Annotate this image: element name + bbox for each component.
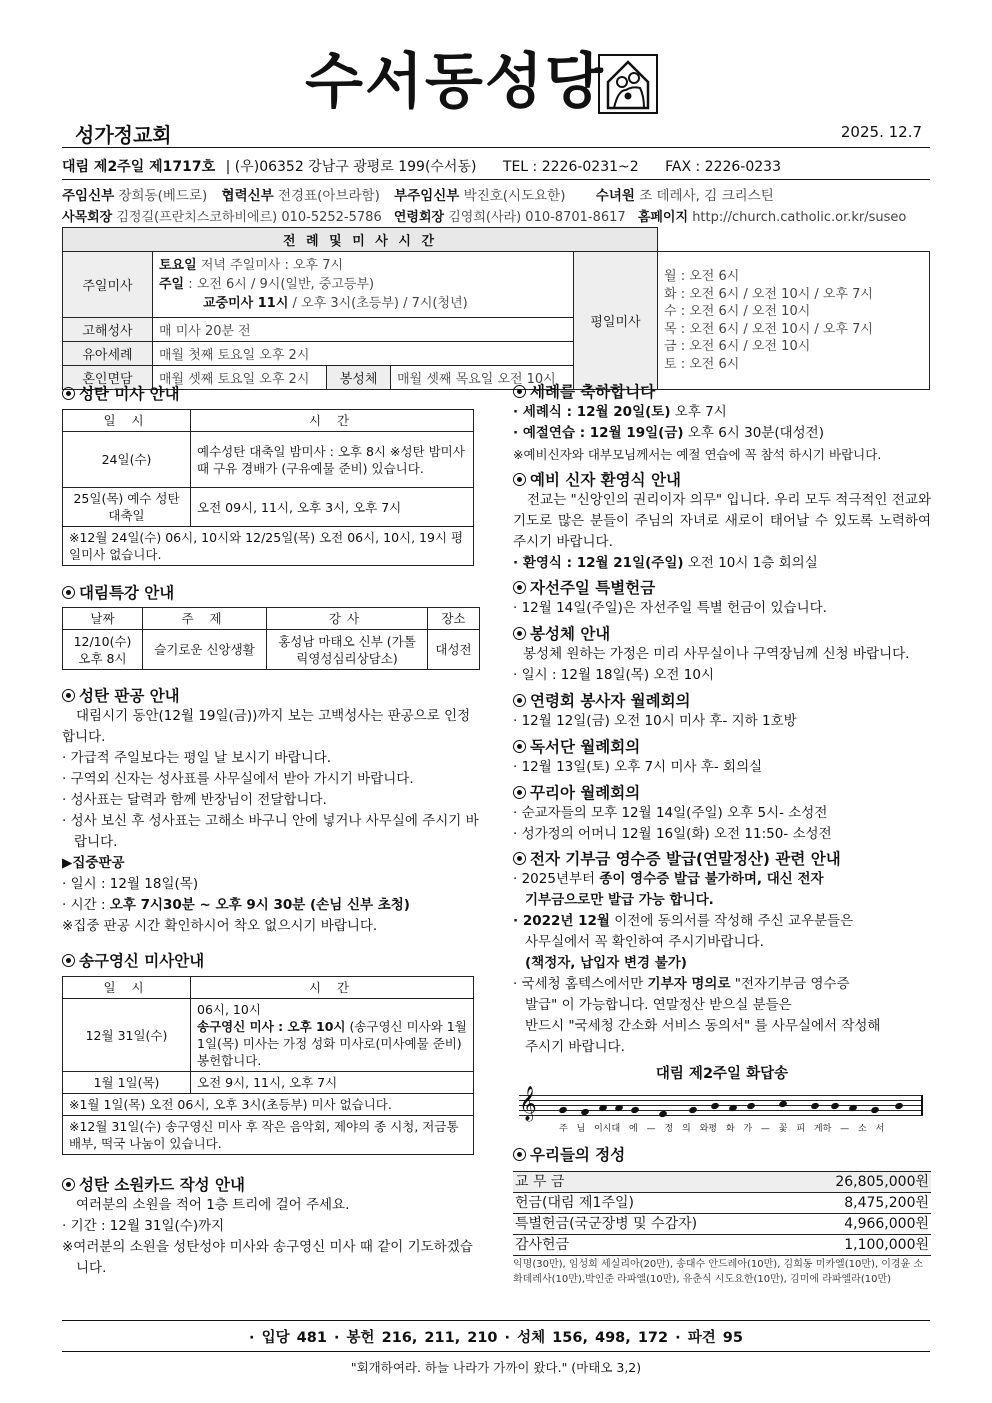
staff-name: 조 데레사, 김 크리스틴 (639, 188, 774, 204)
advent-lecture-table: 날짜 주 제 강사 장소 12/10(수) 오후 8시 슬기로운 신앙생활 홍성남 마태오 신부 (가톨릭영성심리상담소) 대성전 (62, 607, 480, 670)
weekday-mass-times: 월 : 오전 6시 화 : 오전 6시 / 오전 10시 / 오후 7시 수 : 오전 6시 / 오전 10시 목 : 오전 6시 / 오전 10시 / 오후 7시 금 : 오전 6시 / 오전 10시 토 : 오전 6시 (658, 252, 930, 390)
issue-number: 대림 제2주일 제1717호 (62, 159, 216, 175)
christmas-mass-title: 성탄 미사 안내 (62, 382, 482, 404)
right-column: 세례를 축하합니다 · 세례식 : 12월 20일(토) 오후 7시 · 예절연습 : 12월 19일(금) 오후 6시 30분(대성전) ※예비신자와 대부모님께서는 예절 연습에 꼭 참석 하시기 바랍니다. 예비 신자 환영식 안내 전교는 "신앙인의 권리이자 의무" 입니다. 우리 모두 적극적인 전교와 기도로 많은 분들이 주님의 자녀로 새로이 태어날 수 있도록 노력하여 주시기 바랍니다. · 환영식 : 12월 21일(주일) 오전 10시 1층 회의실 자선주일 특별헌금 · 12월 14일(주일)은 자선주일 특별 헌금이 있습니다. 봉성체 안내 봉성체 원하는 가정은 미리 사무실이나 구역장님께 신청 바랍니다. · 일시 : 12월 18일(목) 오전 10시 연령회 봉사자 월례회의 · 12월 12일(금) 오전 10시 미사 후- 지하 1호방 독서단 월례회의 · 12월 13일(토) 오후 7시 미사 후- 회의실 꾸리아 월례회의 · 순교자들의 모후 12월 14일(주일) 오후 5시- 소성전 · 성가정의 어머니 12월 16일(화) 오전 11:50- 소성전 전자 기부금 영수증 발급(연말정산) 관련 안내 · 2025년부터 종이 영수증 발급 불가하며, 대신 전자 기부금으로만 발급 가능 합니다. · 2022년 12월 이전에 동의서를 작성해 주신 교우분들은 사무실에서 꼭 확인하여 주시기바랍니다. (책정자, 납입자 변경 불가) · 국세청 홈텍스에서만 기부자 명의로 "전자기부금 영수증 발급" 이 가능합니다. 연말정산 받으실 분들은 반드시 "국세청 간소화 서비스 동의서" 를 사무실에서 작성해 주시기 바랍니다. 대림 제2주일 화답송 𝄞 주 님 이시대 에 — 정 의 와평 화 가 — 꽃 피 게하 — 소 서 우리들의 정성 교 무 금 26,805,000원 헌금(대림 제1주일) 8,475,200원 특별헌금(국군장병 및 수감자) 4,966,000원 감사헌금 1,100,000원 익명(30만), 임성희 세실리아(20만), 송대수 안드레아(10만), 김희동 미카엘(10만), 이경윤 소화데레사(10만),박인준 라파엘(10만), 유춘식 시도요한(10만), 김미에 라파엘라(10만) (513, 380, 931, 1287)
staff-role: 홈페이지 (637, 210, 689, 225)
schedule-heading: 전 례 및 미 사 시 간 (63, 228, 658, 252)
advent-lecture-title: 대림특강 안내 (62, 581, 482, 603)
sunday-mass-times: 토요일 저녁 주일미사 : 오후 7시 주일 : 오전 6시 / 9시(일반, 중고등부) 교중미사 11시 / 오후 3시(초등부) / 7시(청년) (153, 252, 574, 318)
staff-role: 연령회장 (393, 210, 445, 225)
staff-name: 전경표(아브라함) (278, 188, 380, 204)
offering-table (513, 1171, 931, 1256)
meeting1-title: 연령회 봉사자 월례회의 (513, 689, 931, 711)
yearend-mass-table: 일 시 시 간 12월 31일(수) 06시, 10시 송구영신 미사 : 오후 10시 (송구영신 미사와 1월 1일(목) 미사는 가정 성화 미사로(미사예물 준비) 봉헌합니다. 1월 1일(목) 오전 9시, 11시, 오후 7시 ※1월 1일(목) 오전 06시, 오후 3시(초등부) 미사 없습니다. ※12월 31일(수) 송구영신 미사 후 작은 음악회, 제야의 종 시청, 저금통 배부, 떡국 나눔이 있습니다. (62, 976, 474, 1155)
bullet-icon (513, 385, 526, 398)
staff-name: 장희동(베드로) (118, 188, 208, 204)
receipt-title: 전자 기부금 영수증 발급(연말정산) 관련 안내 (513, 847, 931, 869)
staff-line-2 (62, 206, 906, 225)
bullet-icon (513, 740, 526, 753)
offering-row: 헌금(대림 제1주일) 8,475,200원 (513, 1193, 931, 1214)
offering-row: 특별헌금(국군장병 및 수감자) 4,966,000원 (513, 1214, 931, 1235)
weekday-mass-label: 평일미사 (574, 252, 658, 390)
scripture-quote: "회개하여라. 하늘 나라가 가까이 왔다." (마태오 3,2) (350, 1360, 642, 1375)
bullet-icon (513, 1148, 526, 1161)
bullet-icon (513, 581, 526, 594)
welcome-title: 예비 신자 환영식 안내 (513, 468, 931, 490)
bullet-icon (513, 852, 526, 865)
meeting3-title: 꾸리아 월례회의 (513, 781, 931, 803)
divider (62, 1351, 930, 1352)
donor-list: 익명(30만), 임성희 세실리아(20만), 송대수 안드레아(10만), 김희동 미카엘(10만), 이경윤 소화데레사(10만),박인준 라파엘(10만), 유춘식 시도요한(10만), 김미에 라파엘라(10만) (513, 1259, 924, 1285)
bullet-icon (62, 689, 75, 702)
offering-row: 교 무 금 26,805,000원 (513, 1172, 931, 1193)
left-column: 성탄 미사 안내 일 시 시 간 24일(수) 예수성탄 대축일 밤미사 : 오후 8시 ※성탄 밤미사 때 구유 경배가 (구유예물 준비) 있습니다. 25일(목) 예수 성탄 대축일 오전 09시, 11시, 오후 3시, 오후 7시 ※12월 24일(수) 06시, 10시와 12/25일(목) 오전 06시, 10시, 19시 평일미사 없습니다. 대림특강 안내 날짜 주 제 강사 장소 12/10(수) 오후 8시 슬기로운 신앙생활 홍성남 마태오 신부 (가톨릭영성심리상담소) 대성전 성탄 판공 안내 대림시기 동안(12월 19일(금))까지 보는 고백성사는 판공으로 인정합니다. · 가급적 주일보다는 평일 날 보시기 바랍니다. · 구역외 신자는 성사표를 사무실에서 받아 가시기 바랍니다. · 성사표는 달력과 함께 반장님이 전달합니다. · 성사 보신 후 성사표는 고해소 바구니 안에 넣거나 사무실에 주시기 바랍니다. ▶집중판공 · 일시 : 12월 18일(목) · 시간 : 오후 7시30분 ~ 오후 9시 30분 (손님 신부 초청) ※집중 판공 시간 확인하시어 착오 없으시기 바랍니다. 송구영신 미사안내 일 시 시 간 12월 31일(수) 06시, 10시 송구영신 미사 : 오후 10시 (송구영신 미사와 1월 1일(목) 미사는 가정 성화 미사로(미사예물 준비) 봉헌합니다. 1월 1일(목) 오전 9시, 11시, 오후 7시 ※1월 1일(목) 오전 06시, 오후 3시(초등부) 미사 없습니다. ※12월 31일(수) 송구영신 미사 후 작은 음악회, 제야의 종 시청, 저금통 배부, 떡국 나눔이 있습니다. 성탄 소원카드 작성 안내 여러분의 소원을 적어 1층 트리에 걸어 주세요. · 기간 : 12월 31일(수)까지 ※여러분의 소원을 성탄성야 미사와 송구영신 미사 때 같이 기도하겠습니다. (62, 382, 482, 1279)
staff-role: 협력신부 (221, 188, 274, 204)
offering-row: 감사헌금 1,100,000원 (513, 1235, 931, 1256)
homepage-link[interactable]: http://church.catholic.or.kr/suseo (692, 210, 907, 225)
mass-schedule-table (62, 227, 930, 390)
bullet-icon (62, 586, 75, 599)
infant-baptism-time: 매월 첫째 토요일 오후 2시 (153, 342, 574, 366)
bullet-icon (513, 627, 526, 640)
staff-role: 부주임신부 (394, 188, 460, 204)
staff-name: 김영희(사라) 010-8701-8617 (448, 210, 626, 225)
issue-line: 대림 제2주일 제1717호 | (우)06352 강남구 광평로 199(수서동) TEL : 2226-0231~2 FAX : 2226-0233 (62, 159, 781, 175)
telephone: TEL : 2226-0231~2 (502, 159, 639, 175)
treble-clef-icon: 𝄞 (519, 1086, 537, 1121)
attendance-stats: · 입당 481 · 봉헌 216, 211, 210 · 성체 156, 498, 172 · 파견 95 (249, 1330, 743, 1346)
anointing-label: 봉성체 (327, 366, 391, 390)
marriage-time: 매월 셋째 토요일 오후 2시 (153, 366, 327, 390)
wish-card-title: 성탄 소원카드 작성 안내 (62, 1173, 482, 1195)
hymn-title: 대림 제2주일 화답송 (655, 1066, 789, 1082)
meeting2-title: 독서단 월례회의 (513, 735, 931, 757)
marriage-label: 혼인면담 (63, 366, 153, 390)
offering-title: 우리들의 정성 (513, 1143, 931, 1165)
barline (921, 1095, 923, 1115)
staff-line-1 (62, 184, 774, 204)
baptism-title: 세례를 축하합니다 (513, 380, 931, 402)
bullet-icon (513, 473, 526, 486)
staff-name: 김정길(프란치스코하비에르) 010-5252-5786 (116, 210, 382, 225)
sunday-mass-label: 주일미사 (63, 252, 153, 318)
hymn-score (519, 1086, 923, 1135)
staff-role: 사목회장 (62, 210, 113, 225)
bullet-icon (62, 387, 75, 400)
divider (62, 1320, 930, 1321)
charity-title: 자선주일 특별헌금 (513, 576, 931, 598)
bullet-icon (513, 694, 526, 707)
christmas-mass-table: 일 시 시 간 24일(수) 예수성탄 대축일 밤미사 : 오후 8시 ※성탄 밤미사 때 구유 경배가 (구유예물 준비) 있습니다. 25일(목) 예수 성탄 대축일 오전 09시, 11시, 오후 3시, 오후 7시 ※12월 24일(수) 06시, 10시와 12/25일(목) 오전 06시, 10시, 19시 평일미사 없습니다. (62, 409, 474, 566)
page-title: 수서동성당 (305, 47, 605, 117)
confession-label: 고해성사 (63, 318, 153, 342)
address: (우)06352 강남구 광평로 199(수서동) (234, 159, 477, 175)
staff-role: 수녀원 (595, 188, 635, 204)
yearend-mass-title: 송구영신 미사안내 (62, 949, 482, 971)
confession-notice-title: 성탄 판공 안내 (62, 684, 482, 706)
bullet-icon (513, 786, 526, 799)
hymn-lyrics: 주 님 이시대 에 — 정 의 와평 화 가 — 꽃 피 게하 — 소 서 (559, 1124, 885, 1134)
divider (62, 147, 930, 148)
communion-title: 봉성체 안내 (513, 622, 931, 644)
infant-baptism-label: 유아세례 (63, 342, 153, 366)
church-subtitle: 성가정교회 (75, 123, 172, 147)
issue-date: 2025. 12.7 (840, 123, 922, 141)
staff-name: 박진호(시도요한) (463, 188, 566, 204)
fax: FAX : 2226-0233 (665, 159, 781, 175)
bullet-icon (62, 1178, 75, 1191)
bullet-icon (62, 954, 75, 967)
anointing-time: 매월 셋째 목요일 오전 10시 (391, 366, 574, 390)
confession-time: 매 미사 20분 전 (153, 318, 574, 342)
holy-family-logo-icon (598, 54, 658, 114)
divider (62, 179, 930, 180)
staff-role: 주임신부 (62, 188, 115, 204)
